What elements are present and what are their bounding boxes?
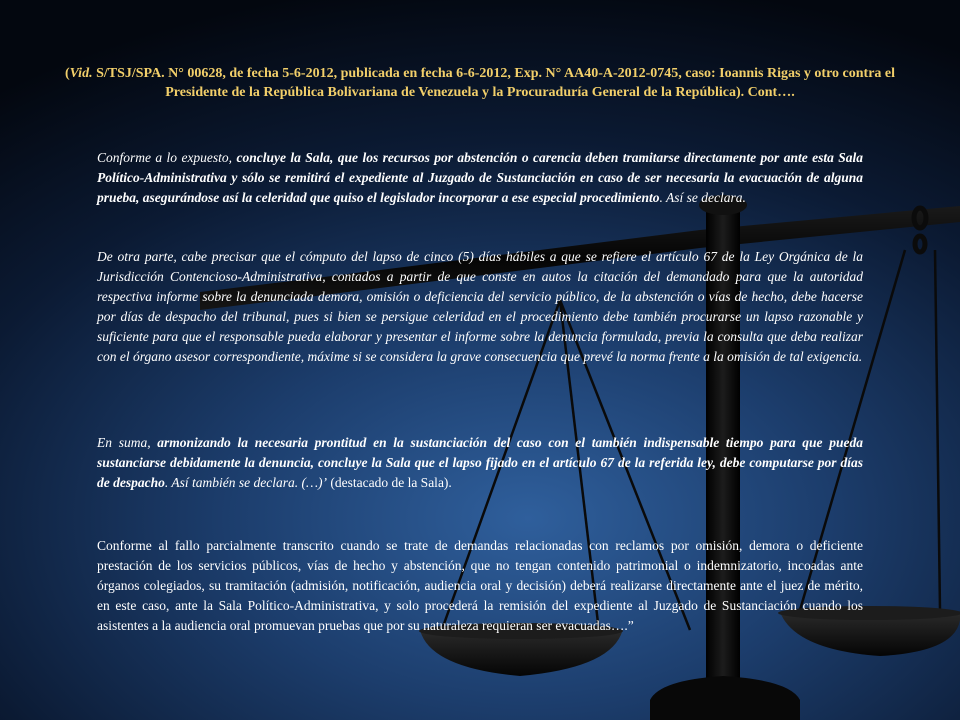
paragraph-1: [97, 148, 863, 208]
paragraph-3-emphasis: armonizando la necesaria prontitud en la sustanciación del caso con el también indispensable tiempo para que pueda sustanciarse debidamente la denuncia, concluye la Sala que el lapso fijado en el artículo 67 de la referida ley, debe computarse por días de despacho: [97, 435, 863, 490]
paragraph-3-closing: . Así también se declara. (…)’: [164, 475, 327, 490]
citation-text: S/TSJ/SPA. N° 00628, de fecha 5-6-2012, publicada en fecha 6-6-2012, Exp. N° AA40-A-2012-0745, caso: Ioannis Rigas y otro contra el Presidente de la República Bolivariana de Venezuela y la Procuraduría General de la República). Cont….: [92, 66, 896, 100]
paragraph-1-emphasis: concluye la Sala, que los recursos por abstención o carencia deben tramitarse directamente por ante esta Sala Político-Administrativa y sólo se remitirá el expediente al Juzgado de Sustanciación en caso de ser necesaria la evacuación de alguna prueba, asegurándose así la celeridad que quiso el legislador incorporar a ese especial procedimiento: [97, 150, 863, 205]
citation-vid: Vid.: [69, 66, 93, 81]
paragraph-2: De otra parte, cabe precisar que el cómputo del lapso de cinco (5) días hábiles a que se refiere el artículo 67 de la Ley Orgánica de la Jurisdicción Contencioso-Administrativa, contados a partir de que conste en autos la citación del demandado para que la autoridad respectiva informe sobre la denunciada demora, omisión o deficiencia del servicio público, de la abstención o vías de hecho, debe hacerse por días de despacho del tribunal, pues si bien se persigue celeridad en el procedimiento debe también procurarse un lapso razonable y suficiente para que el responsable pueda elaborar y presentar el informe sobre la denuncia formulada, previa la consulta que deba realizar con el órgano asesor correspondiente, máxime si se considera la grave consecuencia que prevé la norma frente a la omisión de tal exigencia.: [97, 249, 863, 364]
paragraph-1-intro: Conforme a lo expuesto,: [97, 150, 237, 165]
paragraph-3: [97, 433, 863, 493]
paragraph-3-note: (destacado de la Sala).: [326, 475, 452, 490]
paragraph-3-intro: En suma,: [97, 435, 158, 450]
citation-heading: (Vid. S/TSJ/SPA. N° 00628, de fecha 5-6-2012, publicada en fecha 6-6-2012, Exp. N° AA40-A-2012-0745, caso: Ioannis Rigas y otro contra el Presidente de la República Bolivariana de Venezuela y la Procuraduría General de la República). Cont….: [64, 66, 896, 100]
paragraph-4: Conforme al fallo parcialmente transcrito cuando se trate de demandas relacionadas con reclamos por omisión, demora o deficiente prestación de los servicios públicos, vías de hecho y abstención, que no tengan contenido patrimonial o indemnizatorio, incoadas ante órganos colegiados, su tramitación (admisión, notificación, audiencia oral y decisión) deberá realizarse directamente ante el juez de mérito, en este caso, ante la Sala Político-Administrativa, y solo procederá la remisión del expediente al Juzgado de Sustanciación cuando los asistentes a la audiencia oral promuevan pruebas que por su naturaleza requieran ser evacuadas….”: [97, 538, 863, 633]
paragraph-1-closing: . Así se declara.: [659, 190, 746, 205]
